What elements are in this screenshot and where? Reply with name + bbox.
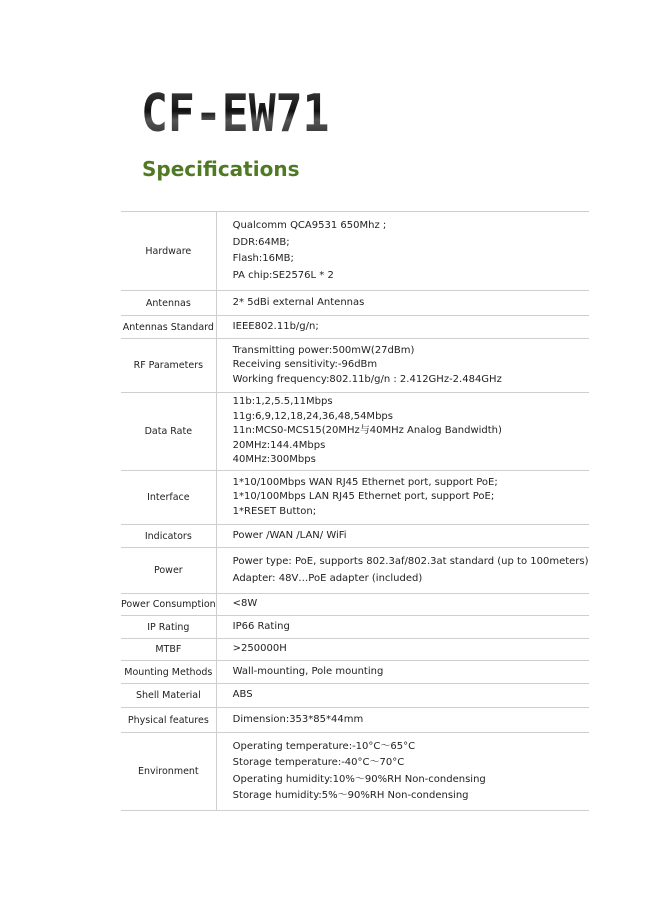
spec-value-line: Storage temperature:-40°C～70°C [232,757,405,768]
spec-row [121,733,589,811]
spec-row [121,684,589,708]
spec-value [216,291,588,316]
specifications-table [121,211,589,811]
spec-value-line: Operating humidity:10%～90%RH Non-condensing [232,773,486,785]
spec-value-line: 2* 5dBi external Antennas [232,296,365,308]
spec-row [121,661,589,684]
spec-value-line: Power type: PoE, supports 802.3af/802.3at standard (up to 100meters) [232,556,589,567]
spec-value-line: 1*10/100Mbps WAN RJ45 Ethernet port, support PoE; [232,476,498,488]
spec-label: Antennas [121,291,216,316]
spec-value-line: Transmitting power:500mW(27dBm) [232,344,415,356]
spec-value-line: DDR:64MB; [232,236,290,248]
spec-label: RF Parameters [121,339,216,393]
spec-row [121,616,589,639]
spec-value-line: 11b:1,2,5.5,11Mbps [232,396,333,408]
spec-row [121,316,589,339]
spec-row [121,339,589,393]
spec-row [121,548,589,594]
spec-value [216,339,588,393]
spec-value-line: 11g:6,9,12,18,24,36,48,54Mbps [232,410,393,422]
spec-value-line: Dimension:353*85*44mm [232,713,364,725]
spec-label: Power Consumption [121,594,216,616]
spec-label: Data Rate [121,393,216,471]
spec-value-line: PA chip:SE2576L * 2 [232,269,334,281]
spec-label: Mounting Methods [121,661,216,684]
spec-row [121,639,589,661]
spec-row [121,708,589,733]
spec-value-line: IP66 Rating [232,620,290,632]
product-model-title: CF-EW71 [141,84,330,144]
spec-value [216,684,588,708]
spec-value [216,548,588,594]
spec-label: Environment [121,733,216,811]
spec-value [216,525,588,548]
spec-value-line: Qualcomm QCA9531 650Mhz ; [232,220,387,231]
spec-value-line: Operating temperature:-10°C～65°C [232,740,416,752]
spec-value-line: ABS [232,689,253,701]
spec-value-line: 20MHz:144.4Mbps [232,439,326,451]
spec-label: Interface [121,471,216,525]
spec-value [216,708,588,733]
spec-row [121,291,589,316]
spec-value [216,616,588,639]
spec-value-line: Working frequency:802.11b/g/n : 2.412GHz-2.484GHz [232,373,502,385]
spec-value-line: Receiving sensitivity:-96dBm [232,359,378,371]
spec-row [121,471,589,525]
spec-label: MTBF [121,639,216,661]
spec-label: Hardware [121,212,216,291]
spec-value [216,393,588,471]
spec-value-line: Power /WAN /LAN/ WiFi [232,529,347,541]
spec-row [121,525,589,548]
spec-value [216,316,588,339]
spec-value-line: Flash:16MB; [232,253,294,264]
spec-value-line: 40MHz:300Mbps [232,454,316,466]
spec-value-line: Wall-mounting, Pole mounting [232,665,384,677]
spec-value [216,212,588,291]
spec-value-line: <8W [232,598,258,610]
spec-label: Physical features [121,708,216,733]
specifications-heading: Specifications [142,157,300,181]
spec-label: Antennas Standard [121,316,216,339]
spec-value [216,471,588,525]
spec-value-line: 1*RESET Button; [232,505,317,517]
spec-row [121,212,589,291]
spec-row [121,594,589,616]
spec-label: IP Rating [121,616,216,639]
spec-value [216,733,588,811]
spec-value-line: 11n:MCS0-MCS15(20MHz与40MHz Analog Bandwidth) [232,425,502,437]
spec-value-line: Storage humidity:5%～90%RH Non-condensing [232,790,469,801]
spec-value [216,661,588,684]
spec-value-line: Adapter: 48V…PoE adapter (included) [232,572,423,584]
spec-row [121,393,589,471]
spec-label: Indicators [121,525,216,548]
spec-label: Shell Material [121,684,216,708]
spec-label: Power [121,548,216,594]
spec-value [216,594,588,616]
spec-value-line: IEEE802.11b/g/n; [232,320,319,332]
spec-value [216,639,588,661]
spec-value-line: >250000H [232,643,287,655]
spec-value-line: 1*10/100Mbps LAN RJ45 Ethernet port, support PoE; [232,491,495,503]
